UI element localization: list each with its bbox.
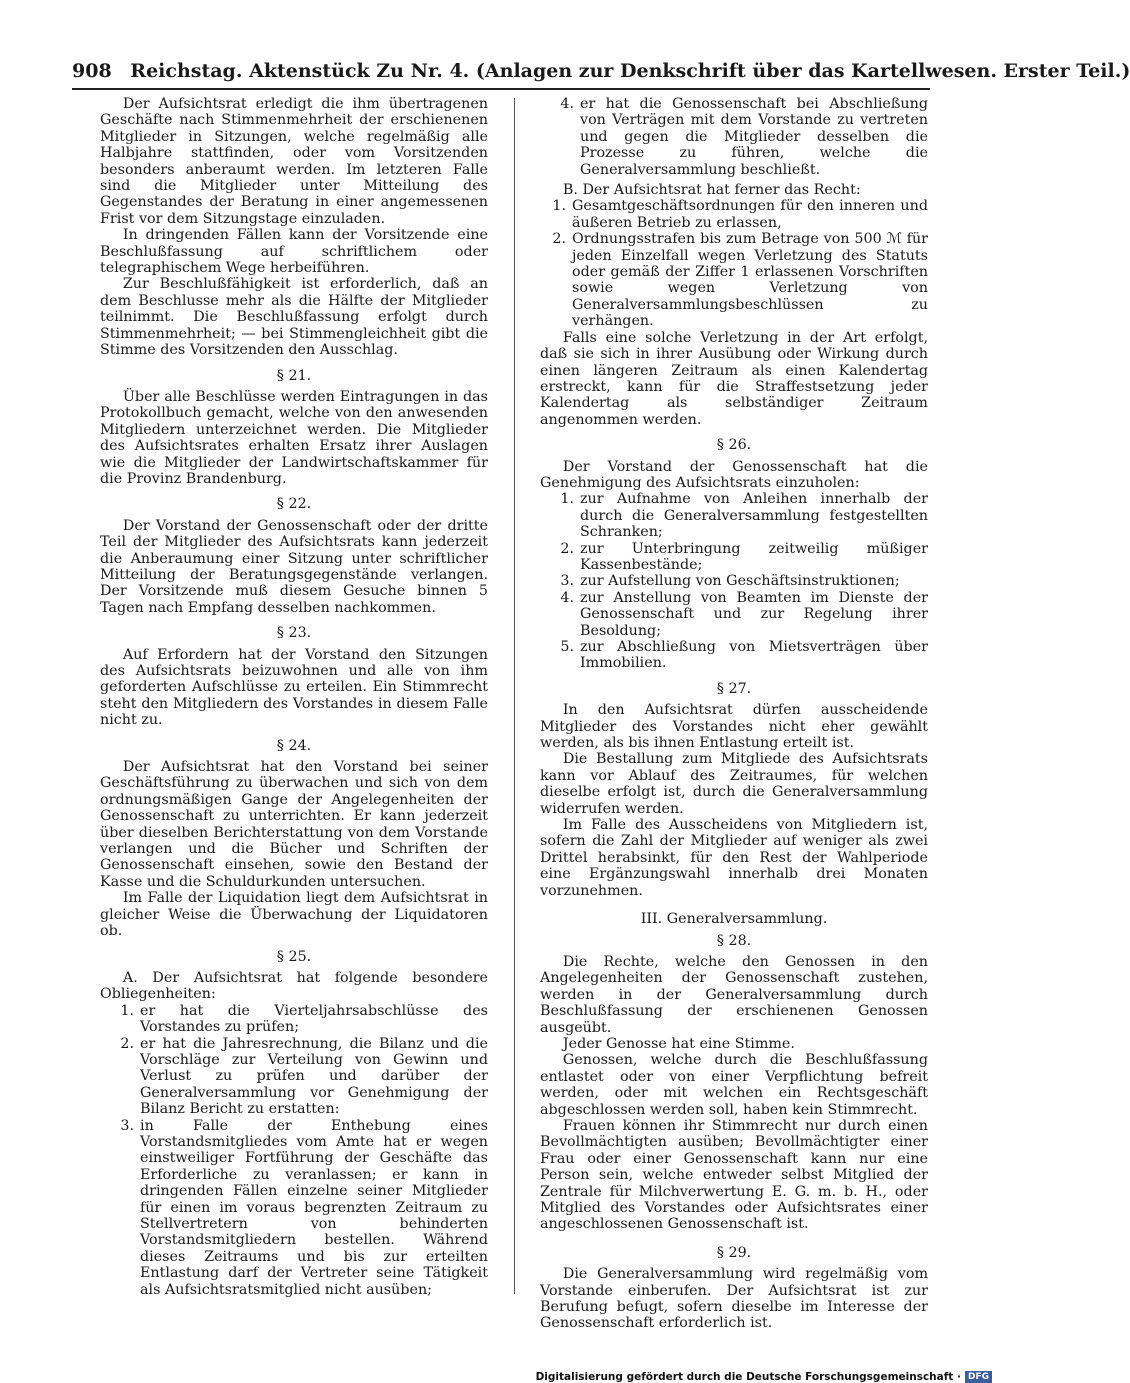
list-number: 2.: [120, 1035, 134, 1052]
section-heading-21: § 21.: [276, 367, 312, 384]
list-item: [100, 1118, 488, 1298]
list-text: er hat die Genossenschaft bei Abschließung von Verträgen mit dem Vorstande zu vertreten und gegen die Mitglieder desselben die Prozesse zu führen, welche die Generalversammlung beschließt.: [580, 96, 928, 178]
list-item: [100, 1003, 488, 1036]
section-heading-27: § 27.: [716, 680, 752, 697]
paragraph: Die Bestallung zum Mitgliede des Aufsichtsrats kann vor Ablauf des Zeitraumes, für welchen dieselbe erfolgt ist, durch die Generalversammlung widerrufen werden.: [540, 751, 928, 817]
list-text: zur Aufnahme von Anleihen innerhalb der durch die Generalversammlung festgestellten Schranken;: [580, 491, 928, 541]
paragraph: Genossen, welche durch die Beschlußfassung entlastet oder von einer Verpflichtung befreit werden, oder mit welchen ein Rechtsgeschäft abgeschlossen werden soll, haben kein Stimmrecht.: [540, 1052, 928, 1118]
list-number: 1.: [120, 1002, 134, 1019]
paragraph: Zur Beschlußfähigkeit ist erforderlich, daß an dem Beschlusse mehr als die Hälfte der Mitglieder teilnimmt. Die Beschlußfassung erfolgt durch Stimmenmehrheit; — bei Stimmengleichheit gibt die Stimme des Vorsitzenden den Ausschlag.: [100, 276, 488, 359]
list-text: zur Abschließung von Mietsverträgen über Immobilien.: [580, 639, 928, 672]
list-item: [100, 1036, 488, 1118]
paragraph: Der Vorstand der Genossenschaft hat die Genehmigung des Aufsichtsrats einzuholen:: [540, 458, 928, 491]
list-text: zur Unterbringung zeitweilig müßiger Kassenbestände;: [580, 540, 928, 573]
running-title: Reichstag. Aktenstück Zu Nr. 4. (Anlagen zur Denkschrift über das Kartellwesen. Erster Teil.): [130, 60, 1130, 82]
list-item: [540, 198, 928, 231]
page-header: [72, 60, 1130, 90]
list-text: er hat die Jahresrechnung, die Bilanz und die Vorschläge zur Verteilung von Gewinn und Verlust zu prüfen und darüber der Generalversammlung vor Genehmigung der Bilanz Bericht zu erstatten:: [140, 1035, 488, 1118]
list-number: 2.: [552, 231, 566, 248]
paragraph: B. Der Aufsichtsrat hat ferner das Recht:: [562, 182, 861, 199]
section-heading-22: § 22.: [276, 496, 312, 513]
paragraph: Im Falle des Ausscheidens von Mitgliedern ist, sofern die Zahl der Mitglieder auf weniger als zwei Drittel herabsinkt, für den Rest der Wahlperiode eine Ergänzungswahl innerhalb drei Monaten vorzunehmen.: [540, 817, 928, 899]
dfg-logo-icon: DFG: [965, 1371, 992, 1383]
list-text: Gesamtgeschäftsordnungen für den inneren und äußeren Betrieb zu erlassen,: [572, 198, 928, 231]
list-number: 3.: [120, 1117, 134, 1134]
paragraph: Auf Erfordern hat der Vorstand den Sitzungen des Aufsichtsrats beizuwohnen und alle von ihm geforderten Aufschlüsse zu erteilen. Ein Stimmrecht steht den Mitgliedern des Vorstandes in diesem Falle nicht zu.: [100, 646, 488, 729]
section-heading-26: § 26.: [716, 437, 752, 454]
paragraph: Frauen können ihr Stimmrecht nur durch einen Bevollmächtigten ausüben; Bevollmächtigter einer Frau oder einer Genossenschaft kann nur eine Person sein, welche entweder selbst Mitglied der Zentrale für Milchverwertung E. G. m. b. H., oder Mitglied des Vorstandes oder Aufsichtsrates einer angeschlossenen Genossenschaft ist.: [540, 1117, 928, 1233]
paragraph: Die Rechte, welche den Genossen in den Angelegenheiten der Genossenschaft zustehen, werden in der Generalversammlung durch Beschlußfassung der erschienenen Genossen ausgeübt.: [540, 953, 928, 1036]
list-number: 2.: [560, 540, 574, 557]
paragraph: Über alle Beschlüsse werden Eintragungen in das Protokollbuch gemacht, welche von den anwesenden Mitgliedern unterzeichnet werden. Die Mitglieder des Aufsichtsrates erhalten Ersatz ihrer Auslagen wie die Mitglieder der Landwirtschaftskammer für die Provinz Brandenburg.: [100, 388, 488, 487]
footer-credit: [536, 1370, 992, 1383]
section-heading-28: § 28.: [716, 932, 752, 949]
paragraph: Im Falle der Liquidation liegt dem Aufsichtsrat in gleicher Weise die Überwachung der Liquidatoren ob.: [100, 890, 488, 940]
paragraph: Jeder Genosse hat eine Stimme.: [562, 1035, 795, 1052]
paragraph: In dringenden Fällen kann der Vorsitzende eine Beschlußfassung auf schriftlichem oder telegraphischem Wege herbeiführen.: [100, 227, 488, 277]
paragraph: Der Aufsichtsrat erledigt die ihm übertragenen Geschäfte nach Stimmenmehrheit der erschienenen Mitglieder in Sitzungen, welche regelmäßig alle Halbjahre stattfinden, oder vom Vorsitzenden besonders anberaumt werden. Im letzteren Falle sind die Mitglieder unter Mitteilung des Gegenstandes der Beratung in einer angemessenen Frist vor dem Sitzungstage einzuladen.: [100, 96, 488, 227]
list-number: 5.: [560, 639, 574, 655]
paragraph: Falls eine solche Verletzung in der Art erfolgt, daß sie sich in ihrer Ausübung oder Wirkung durch einen längeren Zeitraum als einen Kalendertag erstreckt, kann für die Straffestsetzung jeder Kalendertag als selbständiger Zeitraum angenommen werden.: [540, 329, 928, 428]
paragraph: In den Aufsichtsrat dürfen ausscheidende Mitglieder des Vorstandes nicht eher gewählt werden, als bis ihnen Entlastung erteilt ist.: [540, 702, 928, 752]
list-number: 4.: [560, 589, 574, 606]
list-number: 4.: [560, 96, 574, 112]
part-heading: III. Generalversammlung.: [640, 911, 828, 928]
paragraph: Der Vorstand der Genossenschaft oder der dritte Teil der Mitglieder des Aufsichtsrats kann jederzeit die Anberaumung einer Sitzung unter schriftlicher Mitteilung der Beratungsgegenstände verlangen. Der Vorsitzende muß diesem Gesuche binnen 5 Tagen nach Empfang desselben nachkommen.: [100, 517, 488, 616]
list-item: [540, 639, 928, 672]
list-number: 3.: [560, 573, 574, 590]
section-heading-25: § 25.: [276, 948, 312, 965]
page-number: 908: [72, 60, 112, 82]
list-number: 1.: [552, 198, 566, 215]
paragraph: Der Aufsichtsrat hat den Vorstand bei seiner Geschäftsführung zu überwachen und sich von dem ordnungsmäßigen Gange der Angelegenheiten der Genossenschaft zu unterrichten. Er kann jederzeit über dieselben Berichterstattung von dem Vorstande verlangen und die Bücher und Schriften der Genossenschaft einsehen, sowie den Bestand der Kasse und die Schuldurkunden untersuchen.: [100, 759, 488, 890]
list-item: [540, 96, 928, 178]
right-column: [540, 96, 928, 1332]
list-text: er hat die Vierteljahrsabschlüsse des Vorstandes zu prüfen;: [140, 1002, 488, 1036]
list-number: 1.: [560, 491, 574, 508]
list-item: [540, 573, 928, 589]
section-heading-24: § 24.: [276, 737, 312, 754]
footer-text: Digitalisierung gefördert durch die Deutsche Forschungsgemeinschaft ·: [535, 1370, 961, 1383]
list-text: zur Anstellung von Beamten im Dienste der Genossenschaft und zur Regelung ihrer Besoldung;: [580, 589, 928, 639]
list-text: Ordnungsstrafen bis zum Betrage von 500 ℳ für jeden Einzelfall wegen Verletzung des Statuts oder gemäß der Ziffer 1 erlassenen Vorschriften sowie wegen Verletzung von Generalversammlungsbeschlüssen zu verhängen.: [572, 231, 928, 330]
section-heading-23: § 23.: [276, 625, 312, 642]
list-item: [540, 541, 928, 574]
list-item: [540, 491, 928, 540]
column-divider: [514, 98, 515, 1294]
list-item: [540, 590, 928, 639]
left-column: [100, 96, 488, 1298]
list-text: zur Aufstellung von Geschäftsinstruktionen;: [580, 573, 900, 590]
paragraph: A. Der Aufsichtsrat hat folgende besondere Obliegenheiten:: [100, 969, 488, 1003]
list-item: [540, 231, 928, 329]
list-text: in Falle der Enthebung eines Vorstandsmitgliedes vom Amte hat er wegen einstweiliger Fortführung der Geschäfte das Erforderliche zu veranlassen; er kann in dringenden Fällen einzelne seiner Mitglieder für einen im voraus begrenzten Zeitraum zu Stellvertretern von behinderten Vorstandsmitgliedern bestellen. Während dieses Zeitraums und bis zur erteilten Entlastung darf der Vertreter seine Tätigkeit als Aufsichtsratsmitglied nicht ausüben;: [140, 1117, 488, 1298]
section-heading-29: § 29.: [716, 1244, 752, 1261]
paragraph: Die Generalversammlung wird regelmäßig vom Vorstande einberufen. Der Aufsichtsrat ist zur Berufung befugt, sofern dieselbe im Interesse der Genossenschaft erforderlich ist.: [540, 1266, 928, 1332]
